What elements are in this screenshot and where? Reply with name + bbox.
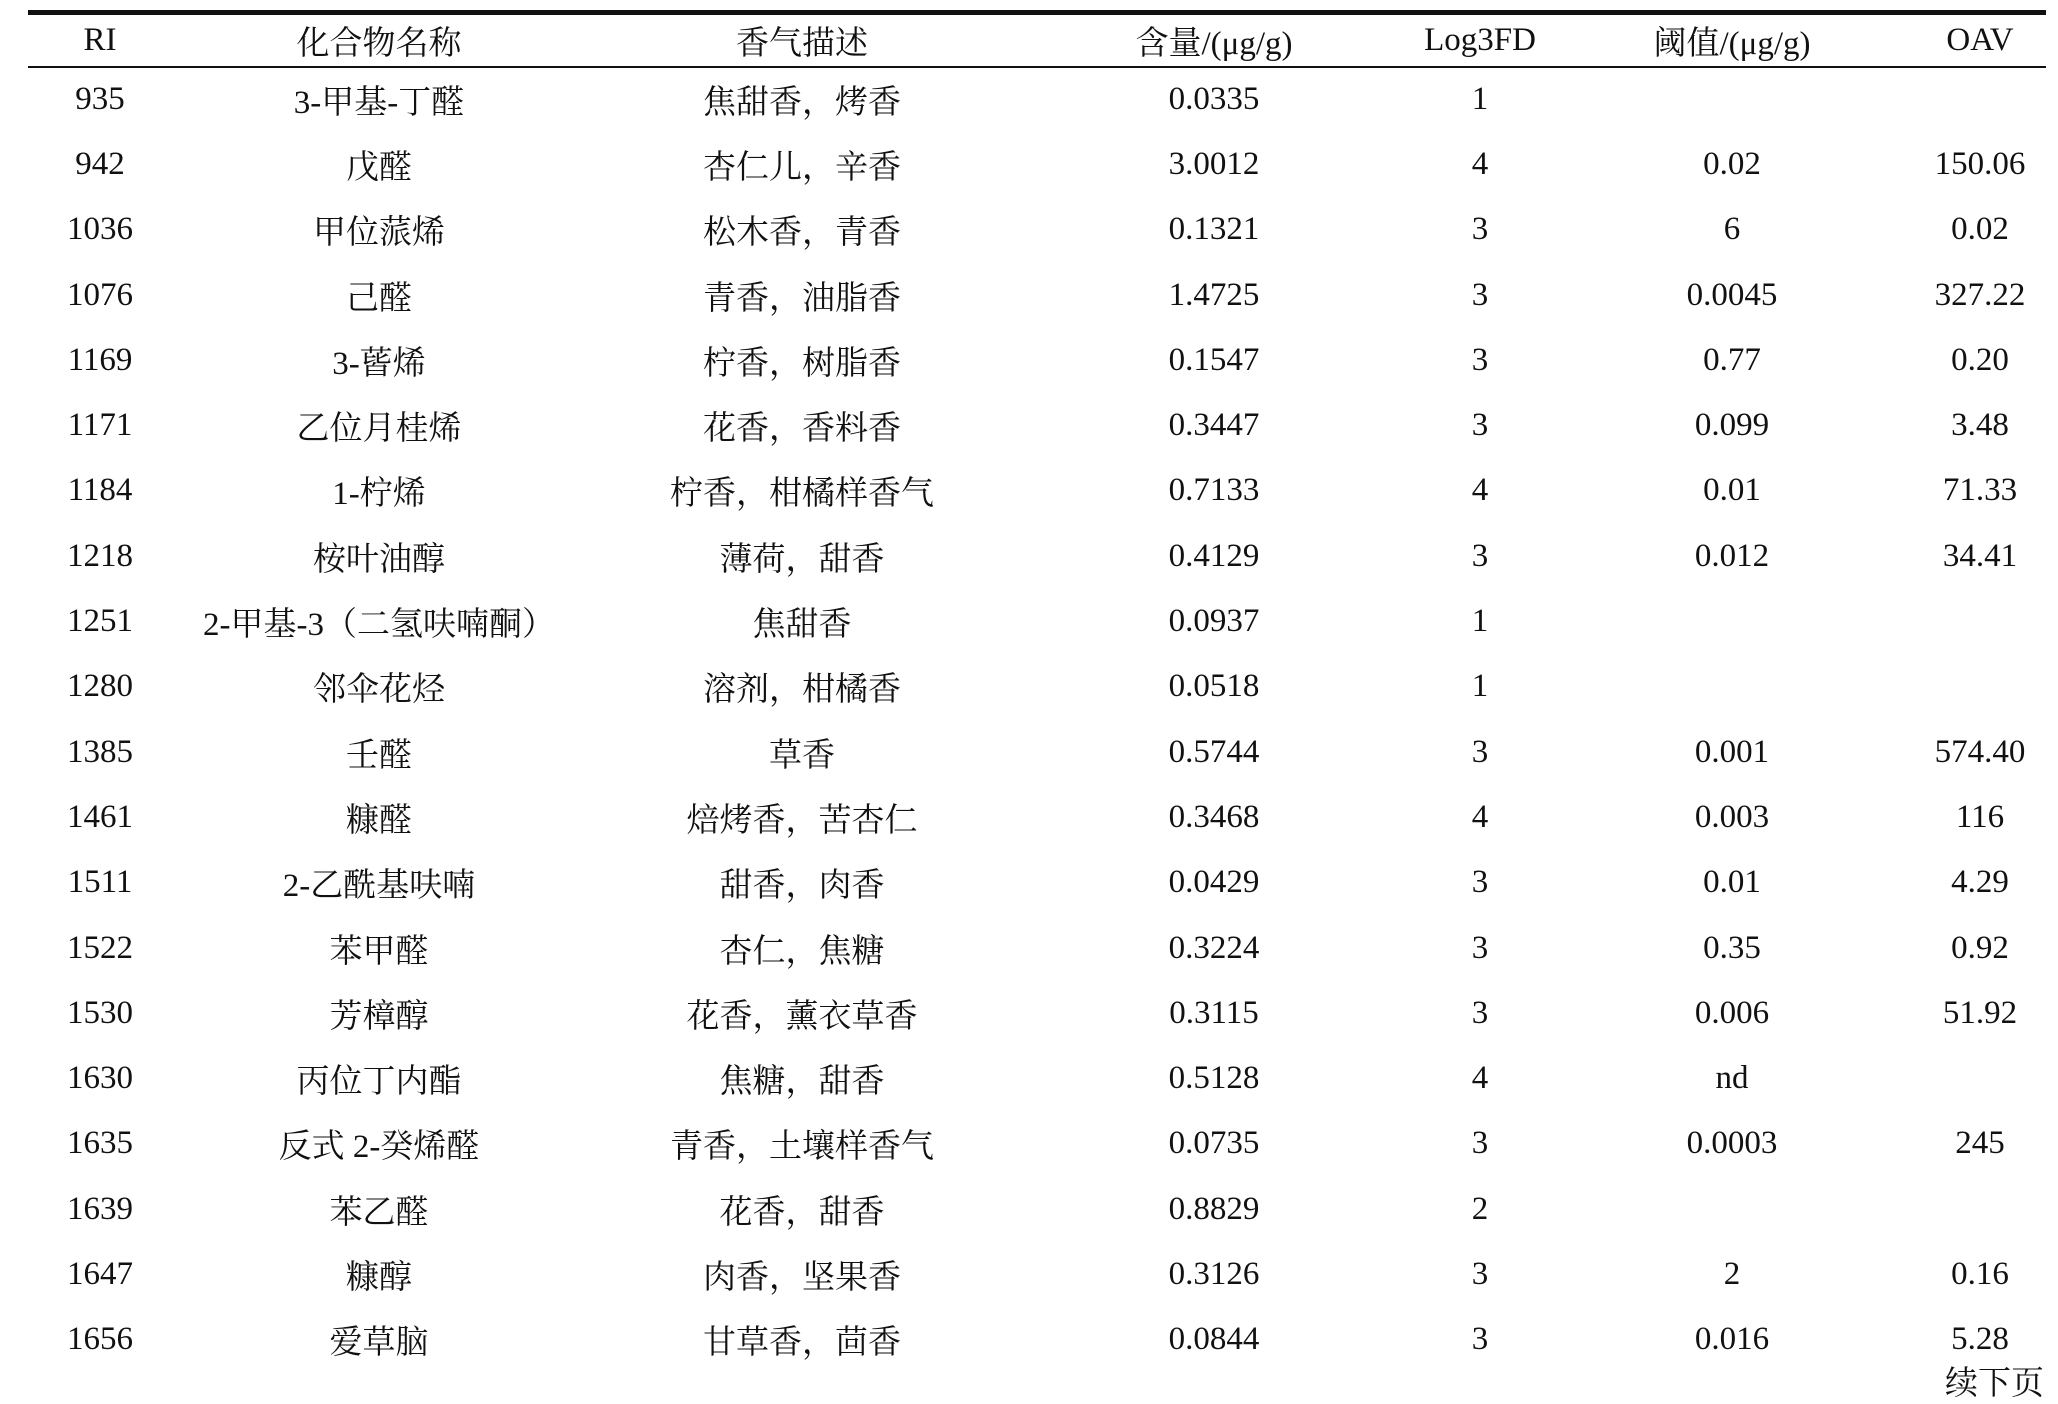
- cell-content: 0.3447: [1168, 407, 1260, 444]
- cell-compound-name: 乙位月桂烯: [296, 411, 462, 448]
- cell-aroma-description: 草香: [769, 737, 835, 774]
- cell-compound-name: 2-乙酰基呋喃: [282, 868, 476, 905]
- cell-oav: 245: [1955, 1125, 2005, 1162]
- cell-content: 0.4129: [1168, 537, 1260, 574]
- cell-log3fd: 1: [1471, 668, 1489, 705]
- table-row: [28, 393, 2046, 458]
- cell-log3fd: 3: [1471, 1321, 1489, 1358]
- table-row: [28, 262, 2046, 327]
- cell-ri: 1461: [67, 798, 133, 835]
- cell-oav: [1914, 1177, 2046, 1242]
- cell-ri: 1656: [67, 1321, 133, 1358]
- cell-ri: 1635: [67, 1125, 133, 1162]
- cell-oav: [1914, 67, 2046, 132]
- table-body: [28, 67, 2046, 1373]
- cell-content: 0.8829: [1168, 1190, 1260, 1227]
- table-row: [28, 589, 2046, 654]
- cell-content: 0.5744: [1168, 733, 1260, 770]
- table-row: [28, 654, 2046, 719]
- cell-compound-name: 己醛: [346, 280, 412, 317]
- cell-oav: 0.20: [1951, 341, 2009, 378]
- cell-content: 0.5128: [1168, 1060, 1260, 1097]
- table-row: [28, 1177, 2046, 1242]
- table-row: [28, 1242, 2046, 1307]
- table-row: [28, 132, 2046, 197]
- cell-log3fd: 4: [1471, 145, 1489, 182]
- cell-aroma-description: 焦糖，甜香: [719, 1064, 885, 1101]
- cell-oav: [1914, 589, 2046, 654]
- cell-threshold: 0.01: [1703, 864, 1761, 901]
- cell-ri: 1530: [67, 994, 133, 1031]
- cell-compound-name: 甲位蒎烯: [313, 215, 445, 252]
- cell-threshold: 0.006: [1694, 994, 1770, 1031]
- cell-oav: 0.02: [1951, 211, 2009, 248]
- cell-log3fd: 3: [1471, 733, 1489, 770]
- cell-compound-name: 邻伞花烃: [313, 672, 445, 709]
- cell-compound-name: 3-甲基-丁醛: [293, 85, 465, 122]
- cell-aroma-description: 花香，甜香: [719, 1194, 885, 1231]
- cell-content: 0.0518: [1168, 668, 1260, 705]
- cell-compound-name: 苯甲醛: [329, 933, 429, 970]
- table-row: [28, 785, 2046, 850]
- cell-oav: 71.33: [1942, 472, 2018, 509]
- table-row: [28, 915, 2046, 980]
- header-log3fd: Log3FD: [1410, 13, 1550, 67]
- cell-threshold: 0.003: [1694, 798, 1770, 835]
- cell-oav: 5.28: [1951, 1321, 2009, 1358]
- table-row: [28, 1307, 2046, 1372]
- cell-content: 3.0012: [1168, 145, 1260, 182]
- cell-compound-name: 1-柠烯: [332, 476, 426, 513]
- cell-log3fd: 3: [1471, 1255, 1489, 1292]
- cell-log3fd: 3: [1471, 276, 1489, 313]
- cell-content: 1.4725: [1168, 276, 1260, 313]
- cell-oav: 34.41: [1942, 537, 2018, 574]
- cell-content: 0.0335: [1168, 81, 1260, 118]
- cell-log3fd: 3: [1471, 341, 1489, 378]
- table-row: [28, 850, 2046, 915]
- cell-content: 0.3115: [1169, 994, 1259, 1031]
- cell-compound-name: 丙位丁内酯: [296, 1064, 462, 1101]
- table-row: [28, 328, 2046, 393]
- cell-aroma-description: 杏仁，焦糖: [719, 933, 885, 970]
- cell-threshold: 0.77: [1703, 341, 1761, 378]
- cell-threshold: 0.001: [1694, 733, 1770, 770]
- cell-oav: 116: [1955, 798, 2005, 835]
- cell-compound-name: 糠醛: [346, 802, 412, 839]
- cell-threshold: 0.02: [1703, 145, 1761, 182]
- cell-aroma-description: 焦甜香，烤香: [703, 85, 901, 122]
- cell-content: 0.3468: [1168, 798, 1260, 835]
- cell-aroma-description: 薄荷，甜香: [719, 541, 885, 578]
- cell-threshold: 0.099: [1694, 407, 1770, 444]
- cell-oav: [1914, 1046, 2046, 1111]
- header-threshold: 阈值/(μg/g): [1550, 13, 1914, 67]
- table-row: [28, 458, 2046, 523]
- compound-table: [28, 10, 2046, 1372]
- cell-aroma-description: 甘草香，茴香: [703, 1325, 901, 1362]
- cell-oav: 0.16: [1951, 1255, 2009, 1292]
- cell-aroma-description: 杏仁儿，辛香: [703, 149, 901, 186]
- cell-compound-name: 2-甲基-3（二氢呋喃酮）: [203, 607, 555, 644]
- cell-content: 0.0429: [1168, 864, 1260, 901]
- cell-oav: 3.48: [1951, 407, 2009, 444]
- cell-log3fd: 4: [1471, 472, 1489, 509]
- cell-oav: 51.92: [1942, 994, 2018, 1031]
- cell-threshold: [1550, 589, 1914, 654]
- cell-log3fd: 3: [1471, 211, 1489, 248]
- cell-aroma-description: 焦甜香: [752, 607, 852, 644]
- cell-oav: 4.29: [1951, 864, 2009, 901]
- cell-compound-name: 壬醛: [346, 737, 412, 774]
- cell-compound-name: 3-蒈烯: [332, 345, 426, 382]
- cell-threshold: 6: [1723, 211, 1741, 248]
- cell-threshold: 0.012: [1694, 537, 1770, 574]
- cell-compound-name: 苯乙醛: [329, 1194, 429, 1231]
- cell-ri: 1639: [67, 1190, 133, 1227]
- cell-oav: 327.22: [1934, 276, 2026, 313]
- cell-content: 0.1321: [1168, 211, 1260, 248]
- cell-threshold: [1550, 654, 1914, 719]
- table-row: [28, 1046, 2046, 1111]
- cell-log3fd: 3: [1471, 537, 1489, 574]
- cell-ri: 1385: [67, 733, 133, 770]
- cell-threshold: [1550, 67, 1914, 132]
- cell-ri: 1076: [67, 276, 133, 313]
- cell-aroma-description: 花香，香料香: [703, 411, 901, 448]
- cell-compound-name: 反式 2-癸烯醛: [278, 1129, 480, 1166]
- header-oav: OAV: [1914, 13, 2046, 67]
- cell-content: 0.0937: [1168, 603, 1260, 640]
- cell-aroma-description: 肉香，坚果香: [703, 1259, 901, 1296]
- cell-ri: 1522: [67, 929, 133, 966]
- cell-log3fd: 3: [1471, 864, 1489, 901]
- table-row: [28, 524, 2046, 589]
- cell-content: 0.0735: [1168, 1125, 1260, 1162]
- cell-aroma-description: 柠香，树脂香: [703, 345, 901, 382]
- cell-log3fd: 1: [1471, 603, 1489, 640]
- cell-threshold: 0.35: [1703, 929, 1761, 966]
- cell-log3fd: 3: [1471, 1125, 1489, 1162]
- cell-log3fd: 4: [1471, 798, 1489, 835]
- cell-threshold: 2: [1723, 1255, 1741, 1292]
- cell-compound-name: 芳樟醇: [329, 998, 429, 1035]
- header-compound-name: 化合物名称: [172, 13, 586, 67]
- header-content: 含量/(μg/g): [1018, 13, 1410, 67]
- cell-ri: 1630: [67, 1060, 133, 1097]
- continued-note: 续下页: [1945, 1366, 2044, 1402]
- cell-aroma-description: 花香，薰衣草香: [686, 998, 918, 1035]
- cell-content: 0.0844: [1168, 1321, 1260, 1358]
- cell-ri: 1647: [67, 1255, 133, 1292]
- cell-log3fd: 3: [1471, 929, 1489, 966]
- cell-oav: 150.06: [1934, 145, 2026, 182]
- cell-threshold: nd: [1715, 1060, 1749, 1097]
- cell-aroma-description: 松木香，青香: [703, 215, 901, 252]
- cell-compound-name: 糠醇: [346, 1259, 412, 1296]
- cell-oav: 0.92: [1951, 929, 2009, 966]
- cell-ri: 1036: [67, 211, 133, 248]
- table-row: [28, 981, 2046, 1046]
- cell-content: 0.1547: [1168, 341, 1260, 378]
- cell-aroma-description: 柠香，柑橘样香气: [670, 476, 934, 513]
- cell-compound-name: 桉叶油醇: [313, 541, 445, 578]
- table-row: [28, 197, 2046, 262]
- cell-compound-name: 戊醛: [346, 149, 412, 186]
- header-ri: RI: [28, 13, 172, 67]
- cell-threshold: 0.0045: [1686, 276, 1778, 313]
- cell-ri: 1280: [67, 668, 133, 705]
- cell-aroma-description: 甜香，肉香: [719, 868, 885, 905]
- cell-log3fd: 1: [1471, 81, 1489, 118]
- cell-log3fd: 3: [1471, 407, 1489, 444]
- cell-content: 0.3224: [1168, 929, 1260, 966]
- cell-threshold: [1550, 1177, 1914, 1242]
- cell-aroma-description: 焙烤香，苦杏仁: [686, 802, 918, 839]
- cell-aroma-description: 青香，土壤样香气: [670, 1129, 934, 1166]
- cell-log3fd: 2: [1471, 1190, 1489, 1227]
- cell-content: 0.3126: [1168, 1255, 1260, 1292]
- cell-aroma-description: 溶剂，柑橘香: [703, 672, 901, 709]
- cell-log3fd: 3: [1471, 994, 1489, 1031]
- cell-content: 0.7133: [1168, 472, 1260, 509]
- cell-ri: 1218: [67, 537, 133, 574]
- table-header-row: [28, 13, 2046, 67]
- cell-ri: 935: [75, 81, 125, 118]
- table-row: [28, 67, 2046, 132]
- cell-ri: 1184: [67, 472, 133, 509]
- cell-ri: 1169: [67, 341, 133, 378]
- cell-log3fd: 4: [1471, 1060, 1489, 1097]
- cell-ri: 1511: [67, 864, 133, 901]
- cell-ri: 942: [75, 145, 125, 182]
- cell-ri: 1251: [67, 603, 133, 640]
- cell-oav: 574.40: [1934, 733, 2026, 770]
- table-row: [28, 719, 2046, 784]
- cell-ri: 1171: [67, 407, 133, 444]
- cell-threshold: 0.0003: [1686, 1125, 1778, 1162]
- cell-threshold: 0.016: [1694, 1321, 1770, 1358]
- cell-compound-name: 爱草脑: [329, 1325, 429, 1362]
- header-aroma-description: 香气描述: [586, 13, 1018, 67]
- cell-threshold: 0.01: [1703, 472, 1761, 509]
- cell-aroma-description: 青香，油脂香: [703, 280, 901, 317]
- table-row: [28, 1111, 2046, 1176]
- cell-oav: [1914, 654, 2046, 719]
